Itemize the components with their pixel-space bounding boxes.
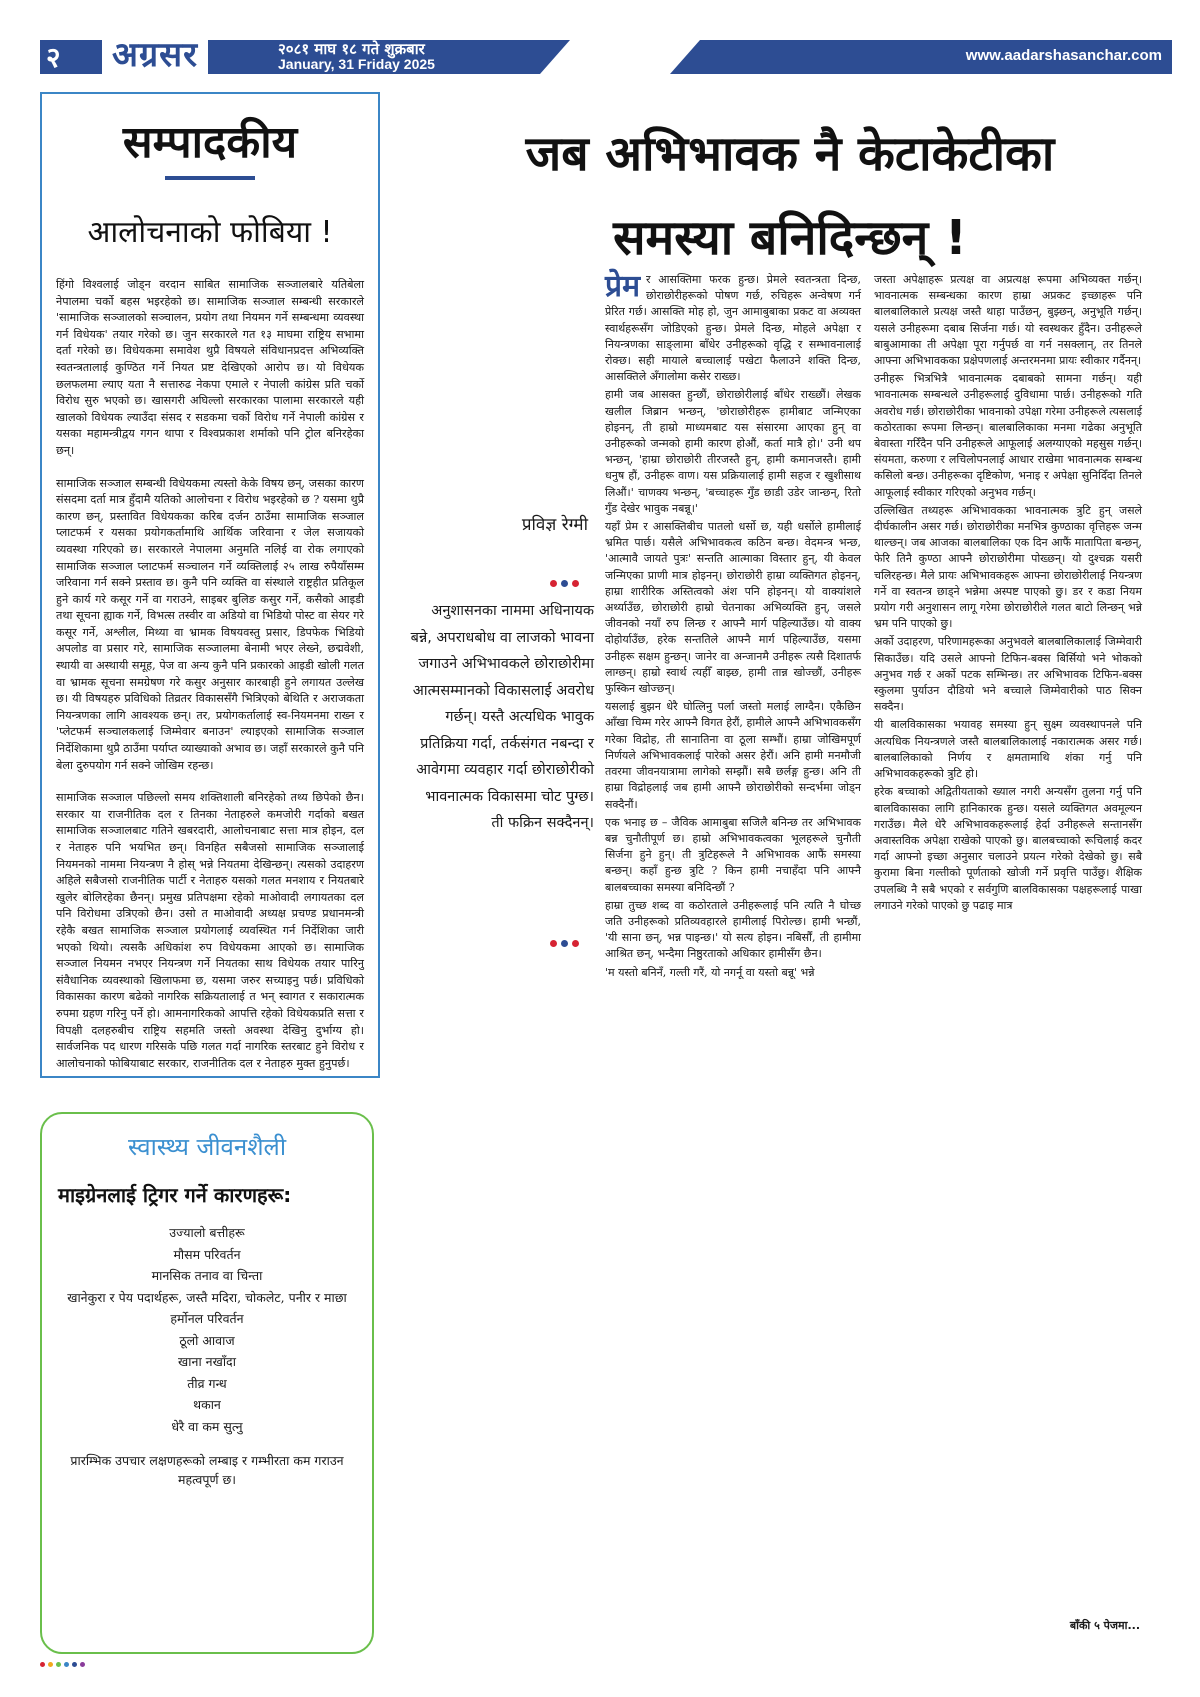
dot	[572, 580, 579, 587]
dot	[72, 1662, 77, 1667]
byline: प्रविज्ञ रेग्मी	[521, 515, 588, 535]
headline-line: समस्या बनिदिन्छन् !	[613, 210, 967, 266]
dot	[48, 1662, 53, 1667]
article-paragraph: अर्को उदाहरण, परिणामहरूका अनुभवले बालबालिकालाई जिम्मेवारी सिकाउँछ। यदि उसले आफ्नो टिफिन-बक्स बिर्सियो भने भोकको अनुभव गर्छ र अर्को पटक सम्भिन्छ। तर अभिभावक टिफिन-बक्स स्कुलमा पुर्याउन दौडियो भने बच्चाले जिम्मेवारीको पाठ सिक्न सक्दैन।	[874, 635, 1142, 714]
article-paragraph: यसलाई बुझन धेरै घोत्लिनु पर्ला जस्तो मलाई लाग्दैन। एकैछिन आँखा चिम्म गरेर आफ्नै विगत हेरौं, हामीले आफ्नै अभिभावकसँग गरेका विद्रोह, ती सानातिना वा ठूला सम्भौं। हाम्रा जोखिमपूर्ण निर्णयले अभिभावकलाई पारेको असर हेरौं। अनि हामी मनमौजी तवरमा जीवनयात्रामा लागेको सम्झौं। सबै छर्लङ्ग हुन्छ। अनि ती हाम्रा विद्रोहलाई जब हामी आफ्नै छोराछोरीको सन्दर्भमा जोड्न सक्दैनौं।	[605, 700, 861, 811]
list-item: खाना नखाँदा	[178, 1354, 236, 1369]
dot	[40, 1662, 45, 1667]
headline-line: जब अभिभावक नै केटाकेटीका	[525, 126, 1055, 182]
article-paragraph: उल्लिखित तथ्यहरू अभिभावकका भावनात्मक त्रुटि हुन् जसले दीर्घकालीन असर गर्छ। छोराछोरीका मनभित्र कुण्ठाका वृत्तिहरू जन्म थाल्छन्। जब आजका बालबालिका एक दिन आफैं मातापिता बन्छन्, फेरि तिनै कुण्ठा आफ्नै छोराछोरीमा पोख्छन्। यो दुश्चक्र यसरी चलिरहन्छ। मैले प्रायः अभिभावकहरू आफ्ना छोराछोरीलाई नियन्त्रण गर्ने वा स्वतन्त्र छाड्ने भन्नेमा अस्पष्ट पाएको छु। डर र कडा नियम प्रयोग गरी अनुशासन लागू गरेमा छोराछोरीले गलत बाटो लिन्छन् भन्ने भ्रम पनि पाएको छु।	[874, 503, 1142, 631]
health-lifestyle-box	[40, 1112, 374, 1654]
article-headline	[410, 112, 1170, 280]
article-column-1	[605, 269, 861, 983]
article-paragraph: हामी जब आसक्त हुन्छौं, छोराछोरीलाई बाँधेर राख्छौं। लेखक खलील जिब्रान भन्छन्, 'छोराछोरीहरू हामीबाट जन्मिएका होइनन्, ती हाम्रो माध्यमबाट यस संसारमा आएका हुन् वा उनीहरूको जन्मको हामी कारण होऔं, कर्ता मात्रै हो।' उनी थप भन्छन्, 'हाम्रा छोराछोरी तीरजस्तै हुन्, हामी कमानजस्तै। हामी धनुष हौं, उनीहरू वाण। यस प्रक्रियालाई हामी सहज र खुशीसाथ लिऔं।' चाणक्य भन्छन्, 'बच्चाहरू गुँड छाडी उडेर जान्छन्, रितो गुँड देखेर भावुक नबन्नू।'	[605, 388, 861, 515]
editorial-body	[56, 277, 364, 1072]
website-url[interactable]: www.aadarshasanchar.com	[965, 47, 1162, 64]
title-underline	[165, 176, 255, 180]
editorial-headline: आलोचनाको फोबिया !	[87, 215, 333, 250]
article-paragraph: जस्ता अपेक्षाहरू प्रत्यक्ष वा अप्रत्यक्ष रूपमा अभिव्यक्त गर्छन्। भावनात्मक सम्बन्धका कारण हाम्रा अप्रकट इच्छाहरू पनि बालबालिकाले प्रत्यक्ष जस्तै थाहा पाउँछन्, बुझ्छन्, अनुभूति गर्छन्। यसले उनीहरूमा दबाब सिर्जना गर्छ। यो स्वस्थकर हुँदैन। उनीहरूले बाबुआमाका ती अपेक्षा पूरा गर्नुपर्छ वा गर्न नसक्लान्, तर तिनले आफ्ना अभिभावकका प्रक्षेपणलाई अन्तरमनमा प्रायः स्वीकार गर्दैनन्।	[874, 273, 1142, 368]
list-item: उज्यालो बत्तीहरू	[169, 1225, 245, 1240]
article-paragraph: उनीहरू भित्रभित्रै भावनात्मक दबाबको सामना गर्छन्। यही भावनात्मक सम्बन्धले उनीहरूलाई दुविधामा पार्छ। उनीहरूको गति अवरोध गर्छ। छोराछोरीका भावनाको उपेक्षा गरेमा उनीहरूले त्यसलाई कठोरताका रूपमा लिन्छन्। बालबालिकाका मनमा गढेका अनुभूति बेवास्ता गरिँदैन पनि उनीहरूले आफूलाई अलग्याएको महसुस गर्छन्। संयमता, करुणा र लचिलोपनलाई आधार राखेमा भावनात्मक सम्बन्ध कसिलो बन्छ। उनीहरूका दृष्टिकोण, भनाइ र अपेक्षा सुनिदिँदा तिनले आफूलाई स्वीकार गरिएको अनुभव गर्छन्।	[874, 372, 1142, 499]
dot	[572, 940, 579, 947]
list-item: हर्मोनल परिवर्तन	[170, 1311, 244, 1326]
editorial-paragraph: हिंगो विश्वलाई जोड्न वरदान साबित सामाजिक सञ्जालबारे यतिबेला नेपालमा चर्को बहस भइरहेको छ। सामाजिक सञ्जाल सम्बन्धी सरकारले 'सामाजिक सञ्जालको सञ्चालन, प्रयोग तथा नियमन गर्ने सम्बन्धमा व्यवस्था गर्न विधेयक' तयार गरेको छ। जुन सरकारले गत १३ माघमा राष्ट्रिय सभामा दर्ता गरेको छ। विधेयकमा समावेश थुप्रै विषयले संविधानप्रदत्त अभिव्यक्ति स्वतन्त्रतालाई कुण्ठित गर्ने नियत प्रष्ट देखिएको आरोप छ। यो विधेयक छलफलमा ल्याए यता नै सत्तारुढ नेकपा एमाले र नेपाली कांग्रेस प्रति चर्को विरोध सुरु भएको छ। खासगरी अघिल्लो सरकारका पालामा सरकारले यही खालको विधेयक ल्याउँदा संसद र सडकमा चर्को विरोध गर्ने नेपाली कांग्रेस र यसका महामन्त्रीद्वय गगन थापा र विश्वप्रकाश शर्माको पनि ट्रोल बनिरहेका छन्।	[56, 278, 364, 457]
article-paragraph: यी बालविकासका भयावह समस्या हुन् सुक्ष्म व्यवस्थापनले पनि अत्यधिक नियन्त्रणले जस्तै बालबालिकालाई नकारात्मक असर गर्छ। बालबालिकाको निर्णय र क्षमतामाथि शंका गर्नु पनि अभिभावकहरूको त्रुटि हो।	[874, 718, 1142, 781]
date-nepali: २०८१ माघ १८ गते शुक्रबार	[278, 40, 425, 58]
list-item: ठूलो आवाज	[179, 1332, 235, 1348]
article-paragraph: एक भनाइ छ – जैविक आमाबुबा सजिलै बनिन्छ तर अभिभावक बन्न चुनौतीपूर्ण छ। हाम्रो अभिभावकत्वका भूलहरूले चुनौती सिर्जना हुने हुन्। ती त्रुटिहरूले नै अभिभावक आफैं समस्या बन्छन्। कहाँ हुन्छ त्रुटि ? किन हामी नचाहँदा पनि आफ्नै बालबच्चाका समस्या बनिदिन्छौं ?	[605, 815, 861, 894]
continued-note[interactable]: बाँकी ५ पेजमा...	[1069, 1619, 1140, 1632]
list-item: मानसिक तनाव वा चिन्ता	[151, 1268, 263, 1283]
list-item: धेरै वा कम सुत्नु	[171, 1418, 243, 1434]
article-paragraph: हरेक बच्चाको अद्वितीयताको ख्याल नगरी अन्यसँग तुलना गर्नु पनि बालविकासका लागि हानिकारक हुन्छ। यसले व्यक्तिगत अवमूल्यन गराउँछ। मैले धेरै अभिभावकहरूलाई हेर्दा उनीहरूले सन्तानसँग अवास्तविक अपेक्षा राखेको पाएको छु। बालबच्चाको रूचिलाई कदर गर्दा आफ्नो इच्छा अनुसार चलाउने प्रयत्न गरेको देखेको छु। सबै कुरामा बिना गल्तीको पूर्णताको खोजी गर्ने प्रवृत्ति पाउँछु। शैक्षिक उपलब्धि नै सबै भएको र सर्वगुणि बालविकासका पक्षहरूलाई पाखा लगाउने गरेको पाएको छु पढाइ मात्र	[874, 785, 1142, 912]
editorial-section-title: सम्पादकीय	[122, 117, 298, 168]
article-paragraph: र आसक्तिमा फरक हुन्छ। प्रेमले स्वतन्त्रता दिन्छ, छोराछोरीहरूको पोषण गर्छ, रुचिहरू अन्वेषण गर्न प्रेरित गर्छ। आसक्ति मोह हो, जुन आमाबुबाका प्रकट वा अव्यक्त स्वार्थहरूसँग जोडिएको हुन्छ। प्रेमले दिन्छ, मोहले अपेक्षा र नियन्त्रणका साङ्लामा बाँधेर उनीहरूको वृद्धि र सम्भावनालाई रोक्छ। सही मायाले बच्चालाई पखेटा फैलाउने शक्ति दिन्छ, आसक्तिले अँगालोमा कसेर राख्छ।	[605, 273, 861, 384]
pull-quote: अनुशासनका नाममा अधिनायक बन्ने, अपराधबोध वा लाजको भावना जगाउने अभिभावकले छोराछोरीमा आत्मसम्मानको विकासलाई अवरोध गर्छन्। यस्तै अत्यधिक भावुक प्रतिक्रिया गर्दा, तर्कसंगत नबन्दा र आवेगमा व्यवहार गर्दा छोराछोरीको भावनात्मक विकासमा चोट पुग्छ। ती फक्रिन सक्दैनन्।	[410, 603, 594, 831]
editorial-paragraph: सामाजिक सञ्जाल सम्बन्धी विधेयकमा त्यस्तो केके विषय छन्, जसका कारण संसदमा दर्ता मात्र हुँदामै यतिको आलोचना र विरोध भइरहेको छ ? यसमा थुप्रै कारण छन्, प्रस्तावित विधेयकका करिब दर्जन ठाउँमा सामाजिक सञ्जाल प्लाटफर्म र यसका प्रयोगकर्तामाथि आर्थिक जरिवाना र जेल सजायको व्यवस्था गरिएको छ। सरकारले नेपालमा अनुमति नलिई वा रोक लगाएको सामाजिक सञ्जाल प्लाटफर्म सञ्चालन गर्ने व्यक्तिलाई २५ लाख रुपैयाँसम्म जरिवाना गर्न सक्ने प्रस्ताव छ। कुनै पनि व्यक्ति वा संस्थाले राष्ट्रहीत प्रतिकूल हुने कार्य गरे कसूर गर्ने वा गराउने, साइबर बुलिङ कसुर गर्ने, कसैको आइडी तथा सूचना ह्याक गर्ने, विभत्स तस्वीर वा अडियो वा भिडियो पोस्ट वा सेयर गरे कसूर गर्ने, अश्लील, मिथ्या वा भ्रामक विषयवस्तु प्रसार, डिपफेक भिडियो अपलोड वा प्रसार गरे, सामाजिक सञ्जालमा बेनामी भएर लेख्ने, छद्मवेशी, स्थायी वा अस्थायी समूह, पेज वा अन्य कुनै पनि प्रकारको आइडी खोली गलत वा भ्रामक सूचना समग्रेषण गरे कसुर अनुसार कारबाही हुने लगायत उल्लेख छ। यी विषयहरु प्रविधिको तिव्रतर विकाससँगै भित्रिएको बेथिति र अराजकता नियन्त्रणका लागि आवश्यक छन्। तर, प्रयोगकर्तालाई स्व-नियमनमा राख्न र 'प्लेटफर्म सञ्चालकलाई जिम्मेवार बनाउन' ल्याइएको सामाजिक सञ्जाल निर्देशिकामा थुप्रै ठाउँमा पर्याप्त व्याख्याको अभाव छ। जहाँ सरकारले कुनै पनि बेला दुरुपयोग गर्न सक्ने जोखिम रहन्छ।	[56, 476, 364, 772]
drop-cap: प्रेम	[605, 269, 641, 304]
footer-color-dots	[40, 1662, 85, 1667]
divider-dots-bottom	[550, 940, 579, 947]
list-item: खानेकुरा र पेय पदार्थहरू, जस्तै मदिरा, चोकलेट, पनीर र माछा	[67, 1289, 347, 1305]
article-paragraph: हाम्रा तुच्छ शब्द वा कठोरताले उनीहरूलाई पनि त्यति नै घोच्छ जति उनीहरूको प्रतिव्यवहारले हामीलाई पिरोल्छ। हामी भन्छौं, 'यी साना छन्, भन्न पाइन्छ।' यो सत्य होइन। नबिर्सौं, ती हामीमा आश्रित छन्, भन्दैमा निष्ठुरताको अधिकार हामीसँग छैन।	[605, 898, 861, 961]
divider-dots-top	[550, 580, 579, 587]
health-subtitle: माइग्रेनलाई ट्रिगर गर्ने कारणहरू:	[58, 1183, 292, 1207]
list-item: थकान	[193, 1397, 221, 1412]
editorial-box	[40, 92, 380, 1078]
migraine-trigger-list	[58, 1222, 356, 1437]
dot	[561, 580, 568, 587]
editorial-paragraph: सामाजिक सञ्जाल पछिल्लो समय शक्तिशाली बनिरहेको तथ्य छिपेको छैन। सरकार या राजनीतिक दल र तिनका नेताहरुले कमजोरी गर्दाको बखत सामाजिक सञ्जालबाट गतिने खबरदारी, आलोचनाबाट सत्ता मात्र होइन, दल र नेताहरु पनि भयभित छन्। विनहित सबैजसो सामाजिक सञ्जालाई नियमनको नाममा नियन्त्रण नै होस् भन्ने नियतमा देखिन्छन्। त्यसको उदाहरण अहिले सबैजसो राजनीतिक पार्टी र नेताहरु यसको गलत मनशाय र नियतबारे खुलेर बोलिरहेका छैनन्। प्रमुख प्रतिपक्षमा रहेको माओवादी लगायतका दल पनि विरोधमा उत्रिएको छैन। उसो त माओवादी अध्यक्ष प्रचण्ड प्रधानमन्त्री रहेकै बखत सामाजिक सञ्जाल प्रयोगलाई व्यवस्थित गर्न निर्देशिका जारी भएको थियो। त्यसकै अधिकांश रुप विधेयकमा आएको छ। सामाजिक सञ्जाल नियमन नभएर नियन्त्रण गर्ने नियतका साथ विधेयक तयार पारिनु संवैधानिक व्यवस्थाको खिलाफमा छ, यसमा जरुर सच्याइनु पर्छ। प्रविधिको विकासका कारण बढेको नागरिक सक्रियतालाई त भन् स्वागत र सकारात्मक रुपमा ग्रहण गरिनु पर्ने हो। आमनागरिकको आपत्ति रहेको विधेयकप्रति सत्ता र विपक्षी दलहरुबीच राष्ट्रिय सहमति जस्तो अवस्था देखिनु दुर्भाग्य हो। सार्वजनिक पद धारण गरिसके पछि गलत गर्दा नागरिक स्तरबाट हुने विरोध र आलोचनाको फोबियाबाट सरकार, राजनीतिक दल र नेताहरु मुक्त हुनुपर्छ।	[56, 791, 364, 1070]
dot	[80, 1662, 85, 1667]
article-paragraph: 'म यस्तो बनिनँ, गल्ती गरैं, यो नगर्नू वा यस्तो बन्नू' भन्ने	[605, 965, 815, 979]
article-column-2	[874, 272, 1142, 916]
dot	[550, 580, 557, 587]
list-item: मौसम परिवर्तन	[173, 1246, 241, 1262]
dot	[561, 940, 568, 947]
health-title: स्वास्थ्य जीवनशैली	[127, 1133, 287, 1161]
dot	[56, 1662, 61, 1667]
list-item: तीव्र गन्ध	[187, 1375, 227, 1391]
newspaper-logo: अग्रसर	[102, 32, 208, 78]
page-number: २	[46, 41, 61, 74]
health-footnote: प्रारम्भिक उपचार लक्षणहरूको लम्बाइ र गम्भीरता कम गराउन महत्वपूर्ण छ।	[70, 1453, 344, 1487]
date-english: January, 31 Friday 2025	[278, 56, 435, 72]
masthead	[40, 36, 1172, 80]
article-paragraph: यहाँ प्रेम र आसक्तिबीच पातलो धर्सो छ, यही धर्सोले हामीलाई भ्रमित पार्छ। यसैले अभिभावकत्व कठिन बन्छ। वेदमन्त्र भन्छ, 'आत्मावै जायते पुत्रः' सन्तति आत्माका विस्तार हुन्, यी केवल जन्मिएका प्राणी मात्र होइनन्। छोराछोरी हाम्रा व्यक्तिगत होइनन्, हाम्रा शारीरिक अस्तित्वको अंश पनि होइनन्। यो वाक्यांशले अर्थ्याउँछ, छोराछोरी हाम्रो चेतनाका अभिव्यक्ति हुन्, जसले जीवनको नयाँ रुप लिन्छ र आफ्नै मार्ग पहिल्याउँछ। यो वाक्य दोहोर्याउँछ, हरेक सन्ततिले आफ्नै मार्ग पहिल्याउँछ, यसमा उनीहरू सक्षम हुन्छन्। जानेर वा अन्जानमै उनीहरू त्यसै दिशातर्फ लाग्छन्। हाम्रो स्वार्थ त्यहीँ बाझ्छ, हामी तान्न खोज्छौं, उनीहरू फुस्किन खोज्छन्।	[605, 520, 861, 696]
dot	[550, 940, 557, 947]
dot	[64, 1662, 69, 1667]
